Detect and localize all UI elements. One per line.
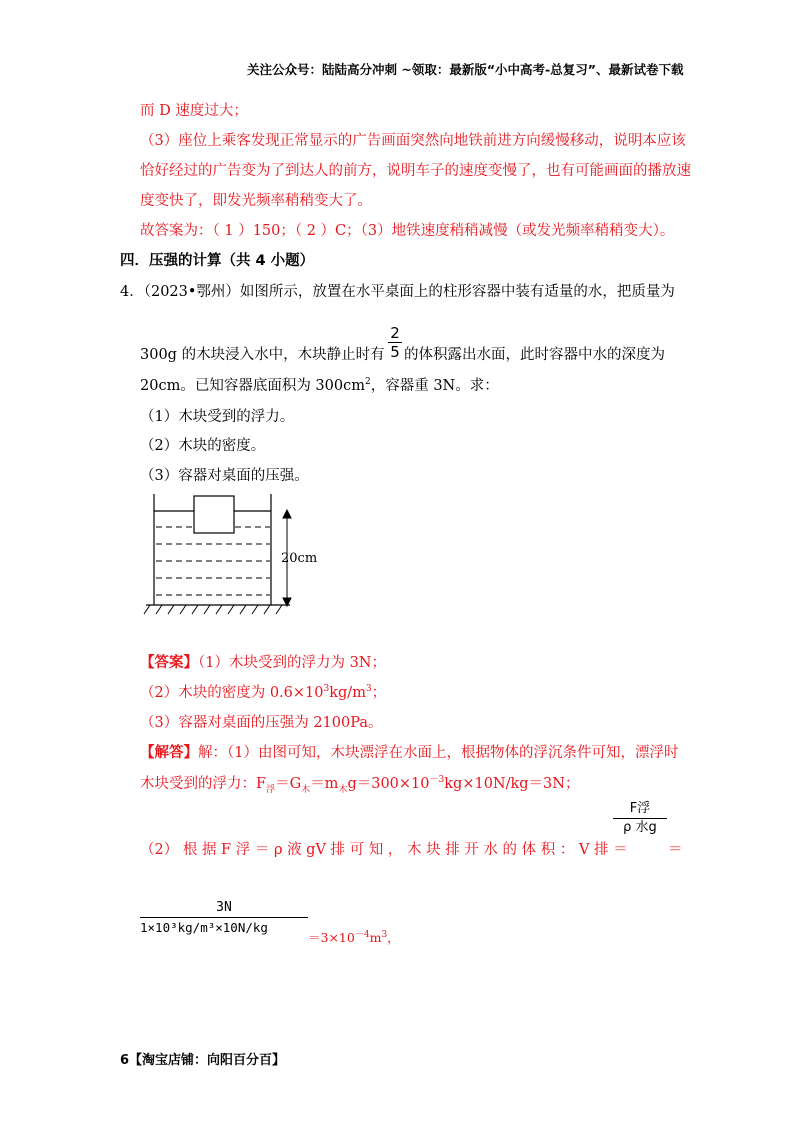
- answer-line-1: [140, 651, 386, 672]
- question-line-3b: ，容器重 3N。求：: [370, 378, 499, 394]
- question-part-3: （3）容器对桌面的压强。: [140, 468, 309, 484]
- solution-tag: 【解答】: [140, 744, 198, 761]
- fraction-numerator: 2: [390, 324, 400, 342]
- fraction2-numerator: 3N: [216, 900, 232, 915]
- solution-line-4: [308, 928, 400, 946]
- question-line-3a: 20cm。已知容器底面积为 300cm: [140, 378, 365, 394]
- section-title: 四．压强的计算（共 4 小题）: [120, 253, 315, 269]
- solution-4-sup2: 3: [381, 929, 388, 940]
- prev-line-3: 恰好经过的广告变为了到达人的前方，说明车子的速度变慢了，也有可能画面的播放速: [140, 163, 691, 179]
- question-part-1: （1）木块受到的浮力。: [140, 409, 295, 425]
- solution-2d: g＝300×10: [347, 776, 430, 792]
- prev-line-1: 而 D 速度过大；: [140, 103, 248, 119]
- answer-2-sup: 3: [323, 684, 330, 695]
- sub-mu: 木: [301, 784, 311, 795]
- prev-answer-line: 故答案为：（ 1 ）150；（ 2 ）C；（3）地铁速度稍稍减慢（或发光频率稍稍变大）。: [140, 223, 675, 239]
- solution-2b: ＝G: [275, 776, 302, 792]
- answer-2c: ；: [371, 685, 387, 701]
- answer-2a: （2）木块的密度为 0.6×10: [140, 685, 324, 701]
- page-footer: [120, 1049, 285, 1068]
- sub-fu: 浮: [266, 784, 276, 795]
- solution-line-2: [140, 772, 579, 795]
- answer-line-2: [140, 681, 386, 702]
- solution-2e: kg×10N/kg＝3N；: [444, 776, 580, 792]
- prev-line-4: 度变快了，即发光频率稍稍变大了。: [140, 193, 372, 209]
- prev-line-2: （3）座位上乘客发现正常显示的广告画面突然向地铁前进方向缓慢移动，说明本应该: [140, 133, 686, 149]
- solution-4a: ＝3×10: [308, 930, 355, 945]
- solution-2c: ＝m: [310, 776, 339, 792]
- question-line-3: [140, 374, 499, 395]
- solution-2-sup: －3: [429, 775, 445, 786]
- question-line-2a: 300g 的木块浸入水中，木块静止时有: [140, 347, 385, 363]
- page-number: 6: [120, 1053, 130, 1068]
- fraction1-denominator: ρ 水g: [623, 820, 657, 835]
- question-line-2b: 的体积露出水面，此时容器中水的深度为: [404, 347, 665, 363]
- solution-4-sup: －4: [354, 929, 370, 940]
- solution-line-3: （2） 根 据 F 浮 ＝ ρ 液 gV 排 可 知 ， 木 块 排 开 水 的 体 积 ： V 排 ＝: [140, 842, 628, 858]
- equals-sign: ＝: [668, 842, 683, 858]
- fraction-volume-calc: [140, 899, 308, 938]
- solution-4b: m: [369, 930, 382, 945]
- table-hatching: [144, 605, 282, 614]
- sub-mu-2: 木: [338, 784, 348, 795]
- answer-line-3: （3）容器对桌面的压强为 2100Pa。: [140, 715, 383, 731]
- fraction-two-fifths: [388, 324, 402, 361]
- question-line-3-sup: 2: [364, 377, 371, 388]
- fraction-denominator: 5: [390, 343, 400, 361]
- answer-2b: kg/m: [329, 685, 366, 701]
- question-part-2: （2）木块的密度。: [140, 438, 266, 454]
- solution-2a: 木块受到的浮力：F: [140, 776, 267, 792]
- solution-4c: ，: [387, 930, 400, 945]
- answer-2-sup2: 3: [365, 684, 372, 695]
- depth-label: 20cm: [281, 551, 318, 566]
- wooden-block: [194, 496, 234, 533]
- fraction-buoyancy-over-rho-g: [613, 800, 667, 837]
- answer-tag: 【答案】: [140, 654, 198, 671]
- page-header: 关注公众号：陆陆高分冲刺 ~领取：最新版“小中高考-总复习”、最新试卷下载: [247, 62, 684, 77]
- solution-1: 解：（1）由图可知，木块漂浮在水面上，根据物体的浮沉条件可知，漂浮时: [198, 745, 679, 761]
- shop-name: 【淘宝店铺：向阳百分百】: [129, 1053, 286, 1068]
- water-dashed-lines: [156, 527, 270, 595]
- solution-line-1: [140, 741, 678, 762]
- fraction1-numerator: F浮: [629, 801, 651, 816]
- question-line-1: 4．（2023•鄂州）如图所示，放置在水平桌面上的柱形容器中装有适量的水，把质量为: [120, 284, 675, 300]
- answer-1: （1）木块受到的浮力为 3N；: [198, 655, 386, 671]
- fraction2-denominator: 1×10³kg/m³×10N/kg: [140, 920, 268, 935]
